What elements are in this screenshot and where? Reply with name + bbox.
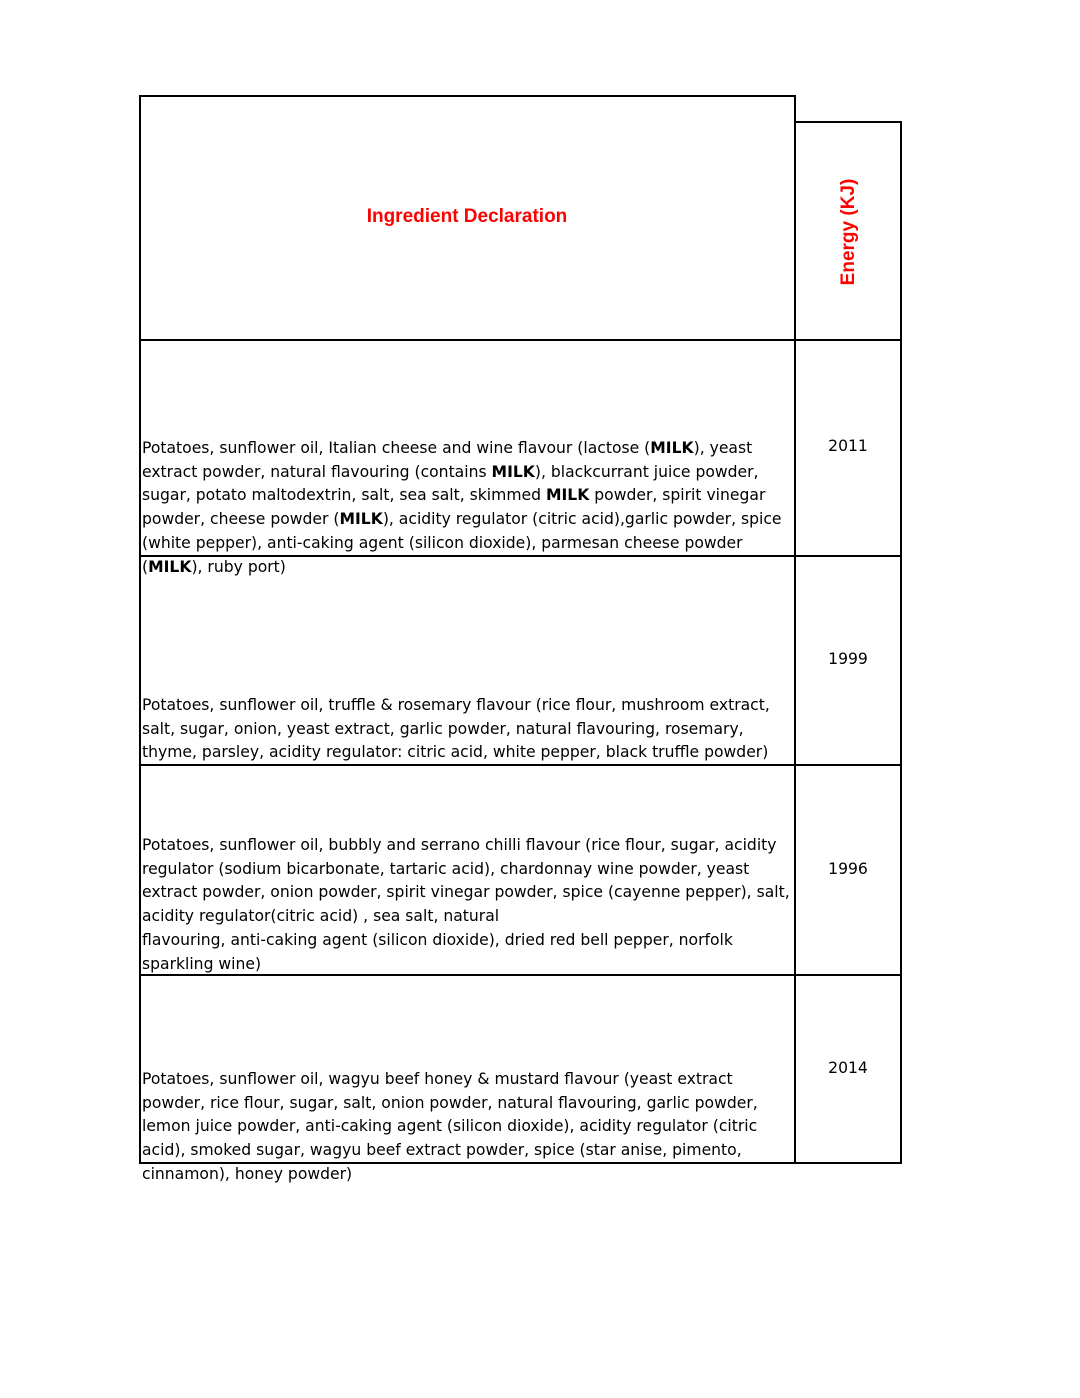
table-column-divider	[794, 95, 796, 1164]
ingredient-text: ), ruby port)	[191, 557, 286, 576]
ingredient-text: powder, spirit vinegar powder, cheese powder (	[142, 486, 766, 529]
energy-header: Energy (KJ)	[838, 178, 859, 286]
table-border-left	[139, 95, 141, 1164]
ingredient-text: flavouring, anti-caking agent (silicon dioxide), dried red bell pepper, norfolk sparkling wine)	[142, 930, 733, 973]
table-border-right	[900, 121, 902, 1164]
ingredient-text: Potatoes, sunflower oil, Italian cheese and wine flavour (lactose (	[142, 439, 651, 457]
row-divider-header	[139, 339, 902, 341]
ingredients-cell	[142, 694, 792, 765]
ingredient-text: ), yeast extract powder, natural flavouring (contains	[142, 439, 753, 481]
allergen-text: MILK	[148, 557, 192, 576]
ingredient-text: ), blackcurrant juice powder, sugar, potato maltodextrin, salt, sea salt, skimmed	[142, 462, 759, 505]
allergen-text: MILK	[339, 510, 383, 529]
table-border-top-left	[139, 95, 796, 97]
ingredients-cell	[142, 437, 792, 579]
ingredients-cell	[142, 834, 792, 976]
energy-value: 1996	[828, 860, 868, 878]
energy-value: 1999	[828, 650, 868, 668]
ingredient-text: ), acidity regulator (citric acid),garlic powder, spice (white pepper), anti-caking agent (silicon dioxide), parmesan cheese powder (	[142, 510, 782, 576]
ingredient-text: Potatoes, sunflower oil, truffle & rosemary flavour (rice flour, mushroom extract, salt, sugar, onion, yeast extract, garlic powder, natural flavouring, rosemary, thyme, parsley, acidity regulator: citric acid, white pepper, black truffle powder)	[142, 696, 770, 762]
table-border-top-right	[794, 121, 902, 123]
ingredient-text: Potatoes, sunflower oil, bubbly and serrano chilli flavour (rice flour, sugar, acidity regulator (sodium bicarbonate, tartaric acid), chardonnay wine powder, yeast extract powder, onion powder, spirit vinegar powder, spice (cayenne pepper), salt, acidity regulator(citric acid) , sea salt, natural	[142, 836, 790, 926]
allergen-text: MILK	[650, 439, 694, 457]
ingredients-cell	[142, 1068, 792, 1187]
ingredient-declaration-header: Ingredient Declaration	[366, 206, 568, 227]
allergen-text: MILK	[545, 486, 590, 505]
energy-value: 2014	[828, 1059, 868, 1077]
ingredient-text: Potatoes, sunflower oil, wagyu beef honey & mustard flavour (yeast extract powder, rice flour, sugar, salt, onion powder, natural flavouring, garlic powder, lemon juice powder, anti-caking agent (silicon dioxide), acidity regulator (citric acid), smoked sugar, wagyu beef extract powder, spice (star anise, pimento, cinnamon), honey powder)	[142, 1070, 758, 1183]
allergen-text: MILK	[491, 462, 535, 481]
energy-value: 2011	[828, 437, 868, 455]
